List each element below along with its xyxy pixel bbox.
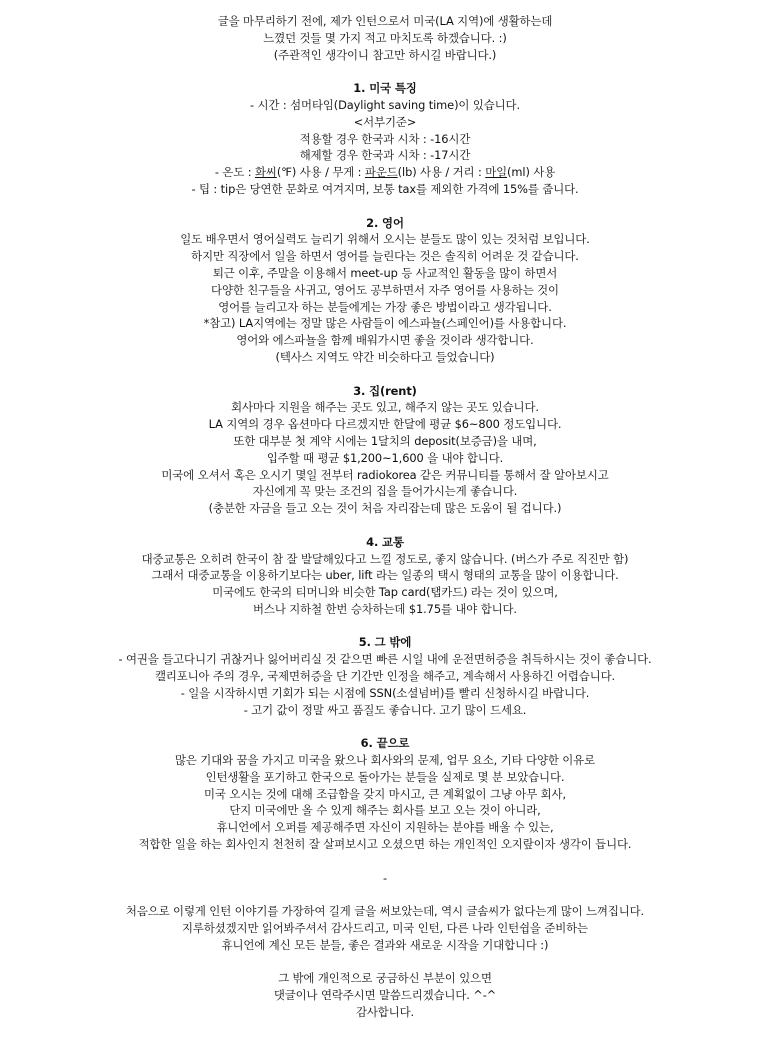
text-line: (텍사스 지역도 약간 비슷하다고 들었습니다) — [275, 349, 495, 364]
text-line: *참고) LA지역에는 정말 많은 사람들이 에스파뇰(스페인어)를 사용합니다. — [203, 316, 567, 331]
text-line: 그래서 대중교통을 이용하기보다는 uber, lift 라는 일종의 택시 형태의 교통을 많이 이용합니다. — [151, 568, 619, 583]
text-line: 영어와 에스파뇰을 함께 배워가시면 좋을 것이라 생각합니다. — [236, 333, 534, 348]
intro-line: 느꼈던 것들 몇 가지 적고 마치도록 하겠습니다. :) — [263, 30, 507, 45]
text-line: 일도 배우면서 영어실력도 늘리기 위해서 오시는 분들도 많이 있는 것처럼 보입니다. — [180, 232, 590, 247]
section-heading: 5. 그 밖에 — [358, 635, 412, 650]
text-line: 휴니언에서 오퍼를 제공해주면 자신이 지원하는 분야를 배울 수 있는, — [216, 820, 554, 835]
section-heading: 2. 영어 — [366, 215, 404, 230]
text-line: 퇴근 이후, 주말을 이용해서 meet-up 등 사교적인 활동을 많이 하면서 — [212, 265, 558, 280]
fahrenheit-term: 화씨 — [255, 165, 277, 180]
text-line: 미국 오시는 것에 대해 조급함을 갖지 마시고, 큰 계획없이 그냥 아무 회사, — [204, 786, 566, 801]
text-line: - 여권을 들고다니기 귀찮거나 잃어버리실 것 같으면 빠른 시일 내에 운전면허증을 취득하시는 것이 좋습니다. — [118, 652, 652, 667]
mile-term: 마일 — [485, 165, 508, 180]
text-line: 적용할 경우 한국과 시차 : -16시간 — [299, 131, 471, 146]
text-line: (충분한 자금을 들고 오는 것이 처음 자리잡는데 많은 도움이 될 겁니다.) — [208, 501, 562, 516]
text-line: 버스나 지하철 한번 승차하는데 $1.75를 내야 합니다. — [253, 601, 517, 616]
text-line: 다양한 친구들을 사귀고, 영어도 공부하면서 자주 영어를 사용하는 것이 — [211, 282, 559, 297]
closing-line: 처음으로 이렇게 인턴 이야기를 가장하여 길게 글을 써보았는데, 역시 글솜씨가 없다는게 많이 느껴집니다. — [125, 904, 645, 919]
text-line: 또한 대부분 첫 계약 시에는 1달치의 deposit(보증금)을 내며, — [233, 433, 537, 448]
text-line: - 시간 : 섬머타임(Daylight saving time)이 있습니다. — [250, 97, 520, 112]
separator: - — [382, 870, 387, 885]
sign-off: 감사합니다. — [355, 1005, 415, 1020]
closing-line: 댓글이나 연락주시면 말씀드리겠습니다. ^-^ — [273, 988, 497, 1003]
text-line: 자신에게 꼭 맞는 조건의 집을 들어가시는게 좋습니다. — [252, 484, 518, 499]
text-line: 하지만 직장에서 일을 하면서 영어를 늘린다는 것은 솔직히 어려운 것 같습니다. — [191, 249, 579, 264]
units-line: - 온도 : 화씨(℉) 사용 / 무게 : 파운드(lb) 사용 / 거리 : 마일(ml) 사용 — [214, 165, 556, 180]
pound-term: 파운드 — [364, 165, 398, 180]
closing-line: 그 밖에 개인적으로 궁금하신 부분이 있으면 — [278, 971, 492, 986]
text-line: 많은 기대와 꿈을 가지고 미국을 왔으나 회사와의 문제, 업무 요소, 기타 다양한 이유로 — [174, 753, 595, 768]
closing-line: 지루하셨겠지만 읽어봐주셔서 감사드리고, 미국 인턴, 다른 나라 인턴쉽을 준비하는 — [182, 921, 588, 936]
text-line: - 팁 : tip은 당연한 문화로 여겨지며, 보통 tax를 제외한 가격에 15%를 줍니다. — [191, 181, 579, 196]
text-line: 회사마다 지원을 해주는 곳도 있고, 해주지 않는 곳도 있습니다. — [231, 400, 539, 415]
text-line: 해제할 경우 한국과 시차 : -17시간 — [299, 148, 471, 163]
text-line: 미국에도 한국의 티머니와 비슷한 Tap card(탭카드) 라는 것이 있으며, — [212, 585, 558, 600]
text-line: - 고기 값이 정말 싸고 품질도 좋습니다. 고기 많이 드세요. — [243, 702, 527, 717]
text-line: 적합한 일을 하는 회사인지 천천히 잘 살펴보시고 오셨으면 하는 개인적인 오지랖이자 생각이 듭니다. — [138, 837, 632, 852]
text-line: - 일을 시작하시면 기회가 되는 시점에 SSN(소셜넘버)를 빨리 신청하시길 바랍니다. — [180, 685, 590, 700]
section-heading: 4. 교통 — [366, 534, 404, 549]
closing-line: 휴니언에 계신 모든 분들, 좋은 결과와 새로운 시작을 기대합니다 :) — [221, 937, 549, 952]
text-line: 단지 미국에만 올 수 있게 해주는 회사를 보고 오는 것이 아니라, — [229, 803, 541, 818]
text-line: 대중교통은 오히려 한국이 참 잘 발달해있다고 느낄 정도로, 좋지 않습니다. (버스가 주로 직진만 함) — [141, 551, 629, 566]
text-line: 미국에 오셔서 혹은 오시기 몇일 전부터 radiokorea 같은 커뮤니티를 통해서 잘 알아보시고 — [161, 467, 609, 482]
text-line: <서부기준> — [353, 114, 417, 129]
section-heading: 3. 집(rent) — [353, 383, 417, 398]
text-line: 캘리포니아 주의 경우, 국제면허증을 단 기간만 인정을 해주고, 계속해서 사용하긴 어렵습니다. — [154, 669, 616, 684]
section-heading: 1. 미국 특징 — [353, 81, 417, 96]
text-line: 영어를 늘리고자 하는 분들에게는 가장 좋은 방법이라고 생각됩니다. — [218, 299, 552, 314]
section-heading: 6. 끝으로 — [360, 736, 410, 751]
intro-line: 글을 마무리하기 전에, 제가 인턴으로서 미국(LA 지역)에 생활하는데 — [217, 14, 553, 28]
intro-line: (주관적인 생각이니 참고만 하시길 바랍니다.) — [273, 47, 497, 62]
text-line: 입주할 때 평균 $1,200~1,600 을 내야 합니다. — [266, 450, 504, 465]
text-line: 인턴생활을 포기하고 한국으로 돌아가는 분들을 실제로 몇 분 보았습니다. — [205, 769, 565, 784]
text-line: LA 지역의 경우 옵션마다 다르겠지만 한달에 평균 $6~800 정도입니다. — [208, 417, 562, 432]
